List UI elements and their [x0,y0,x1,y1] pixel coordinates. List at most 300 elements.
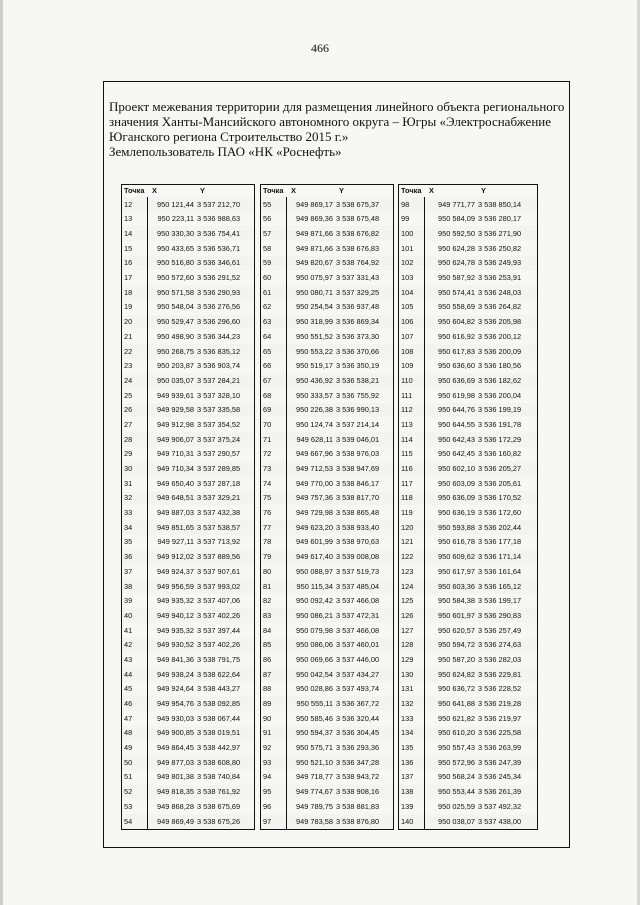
y-coordinate-cell: 3 537 402,26 [197,640,241,650]
table-row [122,359,254,374]
point-number-cell: 40 [122,608,148,623]
x-coordinate-cell: 950 203,87 [157,361,194,371]
y-coordinate-cell: 3 538 865,48 [336,508,380,518]
table-row [122,638,254,653]
x-coordinate-cell: 950 585,46 [296,713,333,723]
y-coordinate-cell: 3 538 933,40 [336,522,380,532]
point-number-cell: 52 [122,785,148,800]
point-number-cell: 138 [399,785,425,800]
table-row [261,403,393,418]
point-number-cell: 80 [261,564,287,579]
x-coordinate-cell: 950 075,97 [296,273,333,283]
y-coordinate-cell: 3 537 492,32 [478,801,522,811]
x-coordinate-cell: 949 927,11 [157,537,194,547]
point-number-cell: 105 [399,300,425,315]
y-coordinate-cell: 3 537 460,01 [336,640,380,650]
table-row [399,770,537,785]
table-row [122,417,254,432]
x-coordinate-cell: 949 718,77 [296,772,333,782]
table-row [399,285,537,300]
table-row [261,696,393,711]
point-number-cell: 102 [399,256,425,271]
x-coordinate-cell: 949 864,45 [157,743,194,753]
y-coordinate-cell: 3 536 261,39 [478,787,522,797]
x-coordinate-cell: 950 603,36 [438,581,475,591]
point-number-cell: 48 [122,726,148,741]
x-coordinate-cell: 949 851,65 [157,522,194,532]
y-coordinate-cell: 3 536 225,58 [478,728,522,738]
y-coordinate-cell: 3 536 253,91 [478,273,522,283]
point-number-cell: 112 [399,403,425,418]
point-number-cell: 35 [122,535,148,550]
y-coordinate-cell: 3 536 245,34 [478,772,522,782]
point-number-cell: 62 [261,300,287,315]
y-coordinate-cell: 3 538 850,14 [478,199,522,209]
point-number-cell: 104 [399,285,425,300]
table-row [399,417,537,432]
x-coordinate-cell: 950 226,38 [296,405,333,415]
y-coordinate-cell: 3 536 754,41 [197,229,241,239]
point-number-cell: 78 [261,535,287,550]
x-coordinate-cell: 950 636,09 [438,493,475,503]
point-number-cell: 106 [399,315,425,330]
table-row [122,241,254,256]
point-number-cell: 74 [261,476,287,491]
x-coordinate-cell: 950 498,90 [157,331,194,341]
y-coordinate-cell: 3 536 937,48 [336,302,380,312]
table-row [399,300,537,315]
point-number-cell: 95 [261,785,287,800]
table-row [261,652,393,667]
point-number-cell: 20 [122,315,148,330]
point-number-cell: 55 [261,197,287,212]
y-coordinate-cell: 3 536 172,29 [478,434,522,444]
y-coordinate-cell: 3 536 202,44 [478,522,522,532]
point-number-cell: 17 [122,270,148,285]
point-number-cell: 103 [399,270,425,285]
x-coordinate-cell: 950 636,19 [438,508,475,518]
table-row [261,285,393,300]
x-coordinate-cell: 950 584,09 [438,214,475,224]
point-number-cell: 12 [122,197,148,212]
x-coordinate-cell: 950 080,71 [296,287,333,297]
x-coordinate-cell: 950 069,66 [296,654,333,664]
table-row [399,814,537,829]
table-row [399,315,537,330]
y-coordinate-cell: 3 536 282,03 [478,654,522,664]
table-row [399,505,537,520]
x-coordinate-cell: 950 636,72 [438,684,475,694]
point-number-cell: 38 [122,579,148,594]
table-row [261,667,393,682]
y-coordinate-cell: 3 536 219,97 [478,713,522,723]
point-number-cell: 125 [399,594,425,609]
y-coordinate-cell: 3 536 276,56 [197,302,241,312]
point-number-cell: 71 [261,432,287,447]
table-row [122,564,254,579]
y-coordinate-cell: 3 538 764,92 [336,258,380,268]
table-row [399,623,537,638]
x-coordinate-cell: 949 648,51 [157,493,194,503]
table-row [399,432,537,447]
table-row [122,285,254,300]
point-number-cell: 90 [261,711,287,726]
point-number-cell: 133 [399,711,425,726]
table-row [261,241,393,256]
y-coordinate-cell: 3 538 970,63 [336,537,380,547]
y-coordinate-cell: 3 538 019,51 [197,728,241,738]
x-coordinate-cell: 950 086,06 [296,640,333,650]
table-row [261,638,393,653]
y-coordinate-cell: 3 538 092,85 [197,699,241,709]
table-row [122,814,254,829]
point-number-cell: 94 [261,770,287,785]
y-coordinate-cell: 3 536 835,12 [197,346,241,356]
x-coordinate-cell: 949 801,38 [157,772,194,782]
table-row [399,652,537,667]
table-row [261,550,393,565]
point-number-cell: 30 [122,461,148,476]
x-coordinate-cell: 949 617,40 [296,552,333,562]
y-coordinate-cell: 3 536 320,44 [336,713,380,723]
y-coordinate-cell: 3 536 191,78 [478,419,522,429]
y-coordinate-cell: 3 536 903,74 [197,361,241,371]
table-row [261,770,393,785]
point-number-cell: 68 [261,388,287,403]
x-coordinate-cell: 949 757,36 [296,493,333,503]
header-line-2: значения Ханты-Мансийского автономного округа – Югры «Электроснабжение [109,114,552,129]
x-coordinate-cell: 949 938,24 [157,669,194,679]
table-row [122,447,254,462]
y-coordinate-cell: 3 536 350,19 [336,361,380,371]
y-coordinate-cell: 3 536 344,23 [197,331,241,341]
y-coordinate-cell: 3 537 519,73 [336,566,380,576]
point-number-cell: 21 [122,329,148,344]
table-row [122,696,254,711]
x-coordinate-cell: 949 900,85 [157,728,194,738]
table-row [399,197,537,212]
y-coordinate-cell: 3 536 160,82 [478,449,522,459]
x-coordinate-cell: 950 042,54 [296,669,333,679]
point-number-cell: 56 [261,212,287,227]
x-coordinate-cell: 950 035,07 [157,375,194,385]
y-coordinate-cell: 3 536 199,19 [478,405,522,415]
x-coordinate-cell: 950 568,24 [438,772,475,782]
y-coordinate-cell: 3 536 988,63 [197,214,241,224]
table-row [261,520,393,535]
y-coordinate-cell: 3 536 370,66 [336,346,380,356]
table-row [122,226,254,241]
point-number-cell: 22 [122,344,148,359]
table-row [261,505,393,520]
x-coordinate-cell: 950 433,65 [157,243,194,253]
table-row [122,711,254,726]
y-coordinate-cell: 3 538 675,48 [336,214,380,224]
x-coordinate-cell: 949 650,40 [157,478,194,488]
y-coordinate-cell: 3 536 304,45 [336,728,380,738]
point-number-cell: 82 [261,594,287,609]
table-row [261,608,393,623]
y-coordinate-cell: 3 536 290,83 [478,610,522,620]
y-coordinate-cell: 3 538 846,17 [336,478,380,488]
scan-edge-left [0,0,3,905]
table-row [261,623,393,638]
table-row [122,461,254,476]
point-number-cell: 41 [122,623,148,638]
x-coordinate-cell: 950 574,41 [438,287,475,297]
x-coordinate-cell: 950 115,34 [296,581,333,591]
y-coordinate-cell: 3 537 472,31 [336,610,380,620]
point-number-cell: 37 [122,564,148,579]
x-coordinate-cell: 949 871,66 [296,229,333,239]
x-coordinate-cell: 949 912,02 [157,552,194,562]
table-row [399,550,537,565]
point-number-cell: 14 [122,226,148,241]
point-number-cell: 128 [399,638,425,653]
point-number-cell: 120 [399,520,425,535]
table-row [261,755,393,770]
table-row [122,799,254,814]
table-row [122,726,254,741]
y-coordinate-cell: 3 536 347,28 [336,757,380,767]
table-row [261,197,393,212]
point-number-cell: 44 [122,667,148,682]
table-row [122,652,254,667]
point-number-cell: 32 [122,491,148,506]
x-coordinate-cell: 950 551,52 [296,331,333,341]
x-coordinate-cell: 949 912,98 [157,419,194,429]
table-row [122,608,254,623]
table-row [399,344,537,359]
table-row [399,270,537,285]
x-coordinate-cell: 949 868,28 [157,801,194,811]
point-number-cell: 100 [399,226,425,241]
y-coordinate-cell: 3 536 205,98 [478,317,522,327]
x-coordinate-cell: 949 924,37 [157,566,194,576]
y-coordinate-cell: 3 536 248,03 [478,287,522,297]
point-number-cell: 87 [261,667,287,682]
point-number-cell: 19 [122,300,148,315]
x-coordinate-cell: 949 601,99 [296,537,333,547]
y-coordinate-cell: 3 536 280,17 [478,214,522,224]
column-header-point: Точка [401,186,422,196]
x-coordinate-cell: 949 783,58 [296,816,333,826]
x-coordinate-cell: 950 592,50 [438,229,475,239]
point-number-cell: 115 [399,447,425,462]
table-row [122,315,254,330]
y-coordinate-cell: 3 536 200,09 [478,346,522,356]
page-number: 466 [311,41,329,55]
table-row [261,726,393,741]
table-row [399,212,537,227]
point-number-cell: 139 [399,799,425,814]
table-row [122,505,254,520]
table-row [399,696,537,711]
point-number-cell: 57 [261,226,287,241]
x-coordinate-cell: 949 929,58 [157,405,194,415]
table-row [399,403,537,418]
point-number-cell: 97 [261,814,287,829]
point-number-cell: 18 [122,285,148,300]
table-row [399,608,537,623]
y-coordinate-cell: 3 538 947,69 [336,464,380,474]
point-number-cell: 49 [122,740,148,755]
table-row [122,755,254,770]
table-row [261,564,393,579]
y-coordinate-cell: 3 537 329,21 [197,493,241,503]
x-coordinate-cell: 950 548,04 [157,302,194,312]
point-number-cell: 127 [399,623,425,638]
table-row [122,256,254,271]
y-coordinate-cell: 3 537 289,85 [197,464,241,474]
y-coordinate-cell: 3 537 466,08 [336,596,380,606]
point-number-cell: 16 [122,256,148,271]
x-coordinate-cell: 950 529,47 [157,317,194,327]
point-number-cell: 59 [261,256,287,271]
point-number-cell: 124 [399,579,425,594]
point-number-cell: 64 [261,329,287,344]
x-coordinate-cell: 950 223,11 [157,214,194,224]
point-number-cell: 34 [122,520,148,535]
x-coordinate-cell: 950 553,44 [438,787,475,797]
table-row [399,373,537,388]
y-coordinate-cell: 3 536 290,93 [197,287,241,297]
table-row [399,241,537,256]
y-coordinate-cell: 3 537 889,56 [197,552,241,562]
table-row [122,550,254,565]
y-coordinate-cell: 3 536 170,52 [478,493,522,503]
table-row [399,520,537,535]
table-header-row [399,185,537,197]
y-coordinate-cell: 3 537 335,58 [197,405,241,415]
point-number-cell: 92 [261,740,287,755]
point-number-cell: 63 [261,315,287,330]
table-row [122,212,254,227]
x-coordinate-cell: 950 619,98 [438,390,475,400]
table-row [122,373,254,388]
y-coordinate-cell: 3 538 881,83 [336,801,380,811]
x-coordinate-cell: 950 642,45 [438,449,475,459]
header-line-4: Землепользователь ПАО «НК «Роснефть» [109,144,342,159]
x-coordinate-cell: 950 572,60 [157,273,194,283]
x-coordinate-cell: 949 956,59 [157,581,194,591]
y-coordinate-cell: 3 538 676,83 [336,243,380,253]
y-coordinate-cell: 3 537 446,00 [336,654,380,664]
x-coordinate-cell: 950 575,71 [296,743,333,753]
point-number-cell: 24 [122,373,148,388]
table-row [122,535,254,550]
y-coordinate-cell: 3 538 443,27 [197,684,241,694]
x-coordinate-cell: 950 594,72 [438,640,475,650]
x-coordinate-cell: 950 553,22 [296,346,333,356]
table-row [122,476,254,491]
y-coordinate-cell: 3 536 200,12 [478,331,522,341]
table-row [122,300,254,315]
point-number-cell: 66 [261,359,287,374]
x-coordinate-cell: 949 940,12 [157,610,194,620]
x-coordinate-cell: 949 771,77 [438,199,475,209]
table-row [122,270,254,285]
x-coordinate-cell: 949 841,36 [157,654,194,664]
y-coordinate-cell: 3 538 761,92 [197,787,241,797]
point-number-cell: 67 [261,373,287,388]
y-coordinate-cell: 3 536 538,21 [336,375,380,385]
x-coordinate-cell: 950 330,30 [157,229,194,239]
point-number-cell: 77 [261,520,287,535]
y-coordinate-cell: 3 536 177,18 [478,537,522,547]
point-number-cell: 119 [399,505,425,520]
coordinates-table-3 [398,184,538,830]
point-number-cell: 13 [122,212,148,227]
table-row [399,359,537,374]
x-coordinate-cell: 949 710,31 [157,449,194,459]
x-coordinate-cell: 950 624,28 [438,243,475,253]
table-row [399,726,537,741]
table-row [399,535,537,550]
table-row [261,300,393,315]
table-row [122,667,254,682]
table-row [261,491,393,506]
y-coordinate-cell: 3 536 264,82 [478,302,522,312]
y-coordinate-cell: 3 538 943,72 [336,772,380,782]
y-coordinate-cell: 3 538 675,26 [197,816,241,826]
table-row [261,682,393,697]
x-coordinate-cell: 950 558,69 [438,302,475,312]
x-coordinate-cell: 949 930,03 [157,713,194,723]
y-coordinate-cell: 3 536 990,13 [336,405,380,415]
x-coordinate-cell: 949 871,66 [296,243,333,253]
x-coordinate-cell: 950 617,83 [438,346,475,356]
point-number-cell: 96 [261,799,287,814]
point-number-cell: 98 [399,197,425,212]
x-coordinate-cell: 950 025,59 [438,801,475,811]
table-row [399,638,537,653]
y-coordinate-cell: 3 537 438,00 [478,816,522,826]
y-coordinate-cell: 3 536 200,04 [478,390,522,400]
table-row [261,270,393,285]
table-row [122,520,254,535]
point-number-cell: 27 [122,417,148,432]
point-number-cell: 126 [399,608,425,623]
x-coordinate-cell: 950 594,37 [296,728,333,738]
table-row [122,432,254,447]
y-coordinate-cell: 3 538 676,82 [336,229,380,239]
point-number-cell: 29 [122,447,148,462]
table-row [261,315,393,330]
table-row [261,417,393,432]
y-coordinate-cell: 3 539 008,08 [336,552,380,562]
point-number-cell: 99 [399,212,425,227]
coordinates-table-2 [260,184,394,830]
table-row [122,329,254,344]
table-row [261,432,393,447]
table-row [399,256,537,271]
y-coordinate-cell: 3 538 622,64 [197,669,241,679]
y-coordinate-cell: 3 536 536,71 [197,243,241,253]
x-coordinate-cell: 950 610,20 [438,728,475,738]
y-coordinate-cell: 3 536 293,36 [336,743,380,753]
point-number-cell: 121 [399,535,425,550]
table-row [261,785,393,800]
y-coordinate-cell: 3 537 212,70 [197,199,241,209]
table-row [399,785,537,800]
y-coordinate-cell: 3 536 249,93 [478,258,522,268]
point-number-cell: 65 [261,344,287,359]
y-coordinate-cell: 3 537 485,04 [336,581,380,591]
point-number-cell: 50 [122,755,148,770]
point-number-cell: 84 [261,623,287,638]
y-coordinate-cell: 3 539 046,01 [336,434,380,444]
